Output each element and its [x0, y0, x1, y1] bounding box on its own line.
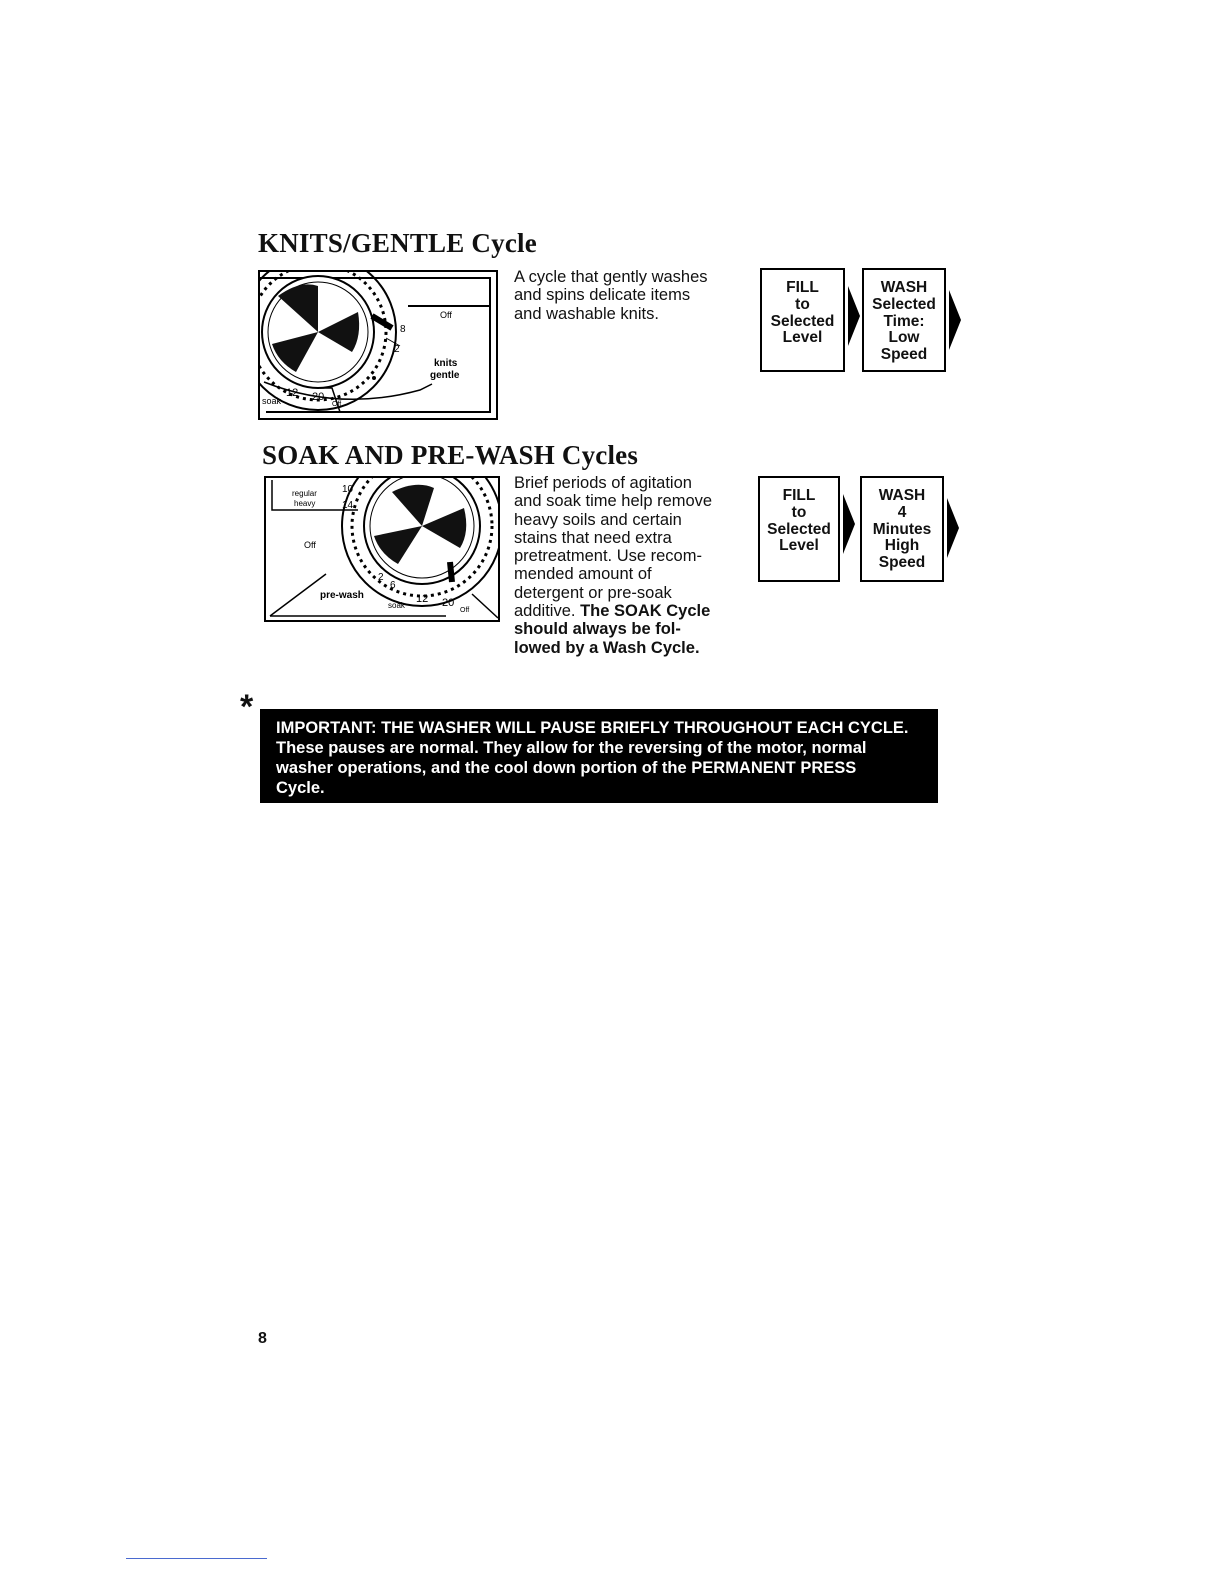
- soak-desc-line: mended amount of: [514, 565, 652, 584]
- important-line: IMPORTANT: THE WASHER WILL PAUSE BRIEFLY THROUGHOUT EACH CYCLE.: [276, 719, 909, 737]
- soak-step-wash: [860, 476, 944, 582]
- soak-desc-line: stains that need extra: [514, 528, 672, 547]
- soak-desc-line: [514, 602, 712, 620]
- important-line: Cycle.: [276, 779, 325, 797]
- soak-desc-normal-part: additive.: [514, 602, 576, 621]
- knits-description: [514, 268, 708, 323]
- step-line: Time:: [883, 312, 925, 330]
- knits-dial-20: 20: [312, 391, 325, 403]
- soak-dial-12: 12: [416, 593, 429, 605]
- step-line: Selected: [767, 520, 831, 538]
- knits-dial-8: 8: [400, 324, 406, 335]
- arrow-right-icon: [845, 286, 863, 346]
- soak-dial-6: 6: [390, 580, 396, 591]
- soak-dial-off-small: Off: [460, 607, 470, 614]
- step-line: Speed: [880, 346, 928, 364]
- soak-dial-20: 20: [442, 597, 455, 609]
- knits-desc-line: and spins delicate items: [514, 286, 691, 305]
- knits-step-fill: [760, 268, 845, 372]
- step-line: High: [884, 537, 920, 555]
- step-line: Level: [782, 329, 823, 347]
- soak-desc-bold-line: lowed by a Wash Cycle.: [514, 638, 700, 657]
- soak-dial-drawing: [266, 478, 498, 620]
- soak-dial-off-label: Off: [304, 540, 316, 550]
- step-line: Selected: [872, 295, 936, 313]
- knits-dial-gentle-label: gentle: [430, 370, 460, 381]
- soak-desc-line: pretreatment. Use recom-: [514, 547, 702, 566]
- step-line: WASH: [878, 487, 926, 504]
- knits-dial-soak-label: soak: [262, 396, 282, 406]
- soak-dial-2: 2: [378, 572, 384, 583]
- soak-dial-10: 10: [342, 484, 354, 495]
- knits-step-wash: [862, 268, 946, 372]
- soak-desc-line: and soak time help remove: [514, 492, 713, 511]
- page-number: 8: [258, 1330, 267, 1347]
- knits-dial-2: 2: [394, 344, 400, 355]
- step-line: WASH: [880, 279, 928, 296]
- soak-desc-bold-part: The SOAK Cycle: [580, 602, 711, 621]
- step-line: to: [791, 503, 807, 521]
- knits-dial-off-label: Off: [440, 310, 452, 320]
- important-line: washer operations, and the cool down portion of the PERMANENT PRESS: [276, 759, 857, 777]
- important-line: These pauses are normal. They allow for the reversing of the motor, normal: [276, 739, 867, 757]
- step-line: 4: [897, 503, 907, 521]
- soak-desc-line: detergent or pre-soak: [514, 583, 672, 602]
- soak-dial-regular-label: regular: [292, 489, 317, 498]
- knits-dial-off-small: Off: [332, 401, 342, 408]
- soak-dial-prewash-label: pre-wash: [320, 590, 364, 601]
- soak-desc-line: Brief periods of agitation: [514, 474, 692, 492]
- knits-heading: KNITS/GENTLE Cycle: [258, 228, 537, 258]
- knits-dial-drawing: [260, 272, 496, 418]
- knits-desc-line: and washable knits.: [514, 304, 659, 323]
- soak-dial-heavy-label: heavy: [294, 499, 316, 508]
- knits-dial-knits-label: knits: [434, 358, 458, 369]
- soak-dial-soak-label: soak: [388, 601, 405, 610]
- asterisk-icon: *: [240, 688, 254, 726]
- soak-desc-line: heavy soils and certain: [514, 510, 682, 529]
- step-line: FILL: [786, 279, 819, 296]
- important-notice: [260, 709, 938, 803]
- soak-heading: SOAK AND PRE-WASH Cycles: [262, 440, 639, 470]
- knits-desc-line: A cycle that gently washes: [514, 268, 708, 286]
- arrow-right-icon: [840, 494, 858, 554]
- soak-dial-illustration: [264, 476, 500, 622]
- soak-desc-bold-line: should always be fol-: [514, 620, 681, 639]
- soak-description: [514, 474, 712, 657]
- footnote-rule: [126, 1558, 267, 1559]
- knits-dial-illustration: [258, 270, 498, 420]
- knits-dial-12: 12: [286, 387, 299, 399]
- step-line: Level: [779, 537, 819, 555]
- arrow-right-icon: [946, 290, 964, 350]
- step-line: Speed: [878, 554, 926, 572]
- soak-dial-14: 14: [342, 500, 354, 511]
- step-line: Minutes: [872, 520, 932, 538]
- step-line: to: [795, 295, 810, 313]
- soak-step-fill: [758, 476, 840, 582]
- step-line: Low: [888, 329, 920, 347]
- arrow-right-icon: [944, 498, 962, 558]
- step-line: Selected: [770, 312, 835, 330]
- step-line: FILL: [782, 487, 816, 504]
